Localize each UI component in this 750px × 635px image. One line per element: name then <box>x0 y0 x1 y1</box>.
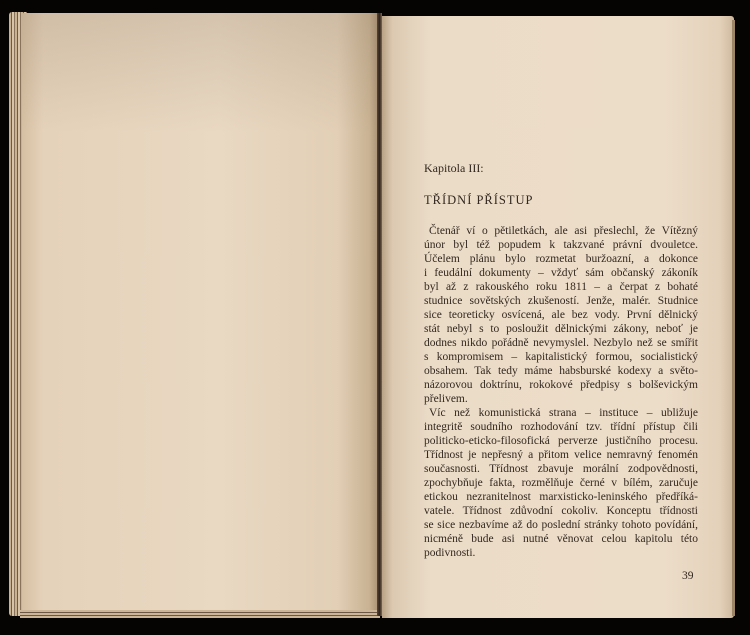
text-line: s kompromisem – kapitalistický formou, socialistický <box>424 351 698 363</box>
text-line: názorovou doktrínu, rokokové předpisy s bolševickým <box>424 379 698 391</box>
text-line: Čtenář ví o pětiletkách, ale asi přeslechl, že Vítězný <box>429 225 698 237</box>
text-line: dodnes nikdo pořádně nevymyslel. Nezbylo než se smířit <box>424 337 698 349</box>
text-line: i feudální dokumenty – vždyť sám občanský zákoník <box>424 267 698 279</box>
text-line: studnice sovětských zkušeností. Jenže, malér. Studnice <box>424 295 698 307</box>
paragraph-2 <box>424 406 698 560</box>
text-line: zpochybňuje fakta, rozmělňuje černé v bílém, zaručuje <box>424 477 698 489</box>
text-line: sice teoreticky osvícená, ale bez vody. První dělnický <box>424 309 698 321</box>
text-line: Účelem plánu bylo rozmetat buržoazní, a dokonce <box>424 253 698 265</box>
page-edges-right <box>732 20 735 616</box>
text-line: Víc než komunistická strana – instituce – ubližuje <box>429 407 698 419</box>
text-line: podivnosti. <box>424 547 476 559</box>
book-gutter <box>377 13 382 616</box>
page-edges-bottom <box>20 610 380 618</box>
text-line: únor byl též popudem k takzvané právní dvouletce. <box>424 239 698 251</box>
text-line: přelivem. <box>424 393 468 405</box>
text-line: stát nebyl s to posloužit dělnickými zákony, neboť je <box>424 323 698 335</box>
text-line: obsahem. Tak tedy máme habsburské kodexy a světo- <box>424 365 698 377</box>
text-line: nicméně bude asi nutné věnovat celou kapitolu této <box>424 533 698 545</box>
left-page-blank <box>22 13 380 611</box>
text-line: politicko-eticko-filosofická perverze justičního procesu. <box>424 435 698 447</box>
text-line: vatele. Třídnost zdůvodní cokoliv. Konceptu třídnosti <box>424 505 698 517</box>
text-line: Třídnost je nepřesný a přitom velice nemravný fenomén <box>424 449 698 461</box>
chapter-label: Kapitola III: <box>424 161 484 175</box>
page-number: 39 <box>682 570 694 582</box>
text-line: současnosti. Třídnost zbavuje morální zodpovědnosti, <box>424 463 698 475</box>
text-line: byl až z rakouského roku 1811 – a čerpat z bohaté <box>424 281 698 293</box>
chapter-title: TŘÍDNÍ PŘÍSTUP <box>424 193 534 207</box>
text-line: se sice nezbavíme až do poslední stránky tohoto povídání, <box>424 519 698 531</box>
text-line: etickou nezranitelnost marxisticko-leninského předříká- <box>424 491 698 503</box>
text-line: integritě soudního rozhodování tzv. třídní přístup čili <box>424 421 698 433</box>
paragraph-1 <box>424 224 698 406</box>
